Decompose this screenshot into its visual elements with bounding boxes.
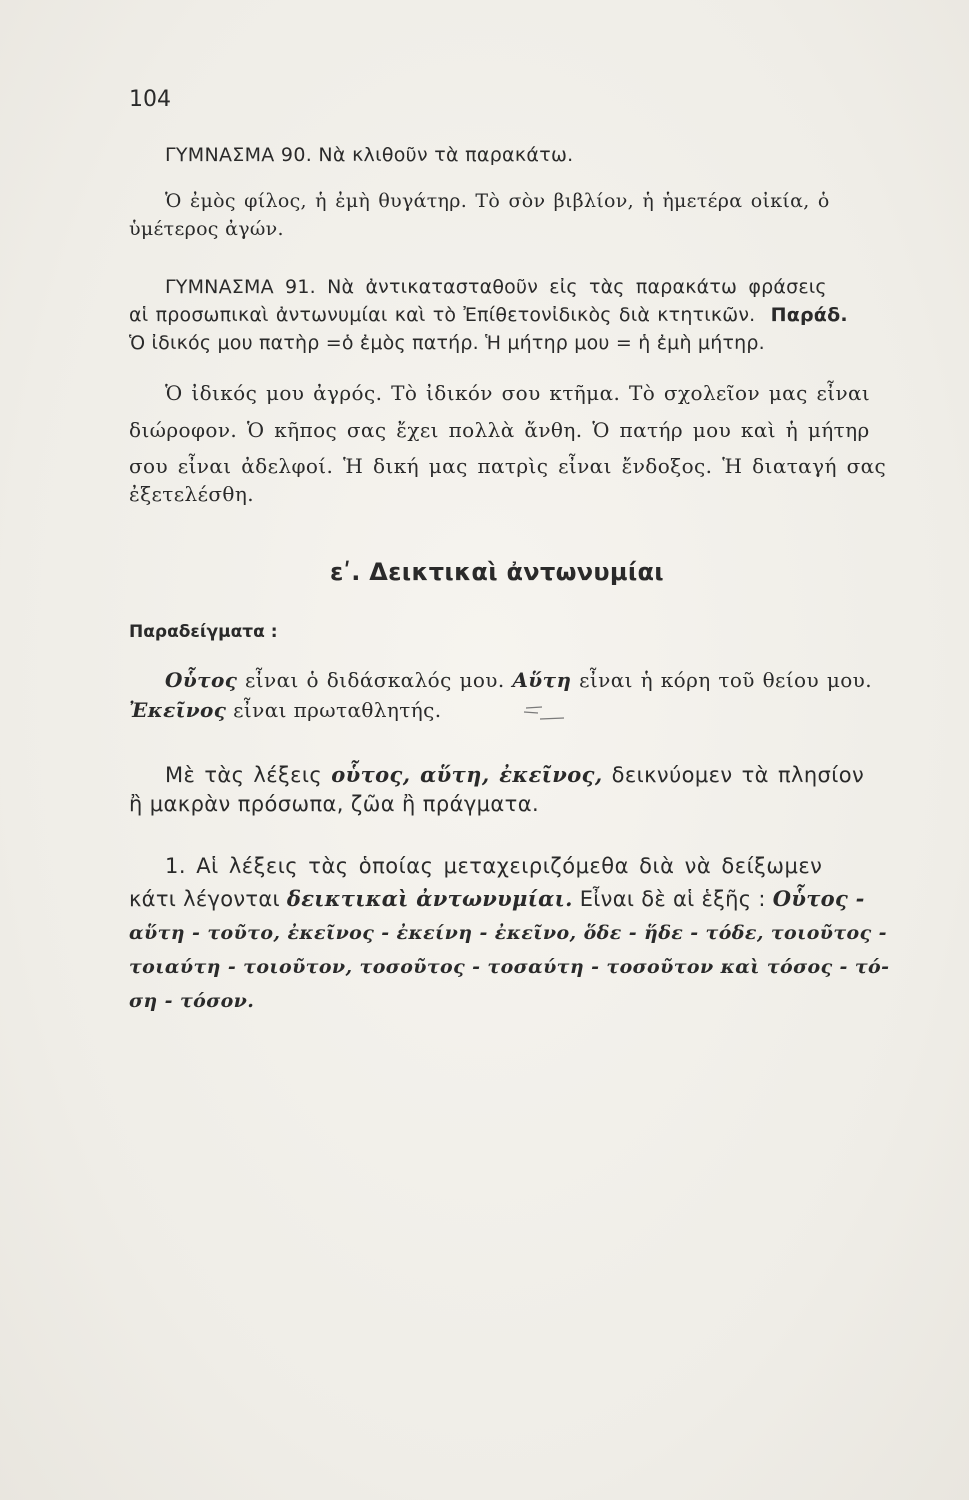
example-line-1-text-b: εἶναι ἡ κόρη τοῦ θείου μου. [571,668,872,692]
explanation-text-b: δεικνύομεν τὰ πλησίον [602,763,865,787]
example-line-1 [165,670,872,690]
ink-smudge-mark [520,702,568,724]
exercise-91-line-1: ΓΥΜΝΑΣΜΑ 91. Νὰ ἀντικατασταθοῦν εἰς τὰς παρακάτω φράσεις [165,276,827,298]
exercise-91-text-line-4: ἐξετελέσθη. [129,482,255,506]
rule-1-line-4: τοιαύτη - τοιοῦτον, τοσοῦτος - τοσαύτη - τοσοῦτον καὶ τόσος - τό- [129,956,890,978]
rule-1-line-2 [129,888,865,910]
explanation-text-a: Μὲ τὰς λέξεις [165,763,332,787]
exercise-90-line-1: Ὁ ἐμὸς φίλος, ἡ ἐμὴ θυγάτηρ. Τὸ σὸν βιβλίον, ἡ ἡμετέρα οἰκία, ὁ [165,190,830,212]
example-word-auti: Αὕτη [512,668,572,692]
rule-1-term: δεικτικαὶ ἀντωνυμίαι. [286,886,573,911]
explanation-pronouns: οὗτος, αὕτη, ἐκεῖνος, [331,762,603,787]
exercise-91-text-line-1: Ὁ ἰδικός μου ἀγρός. Τὸ ἰδικόν σου κτῆμα. Τὸ σχολεῖον μας εἶναι [165,381,871,405]
example-word-ekeinos: Ἐκεῖνος [129,698,227,722]
explanation-line-2: ἢ μακρὰν πρόσωπα, ζῶα ἢ πράγματα. [129,792,540,816]
exercise-91-line-2: αἱ προσωπικαὶ ἀντωνυμίαι καὶ τὸ Ἐπίθετονἰδικὸς διὰ κτητικῶν. [129,304,756,326]
examples-label: Παραδείγματα : [129,622,278,642]
rule-1-line-1: 1. Αἱ λέξεις τὰς ὁποίας μεταχειριζόμεθα διὰ νὰ δείξωμεν [165,854,823,878]
exercise-90-line-2: ὑμέτερος ἀγών. [129,218,284,240]
example-line-2 [129,700,442,720]
section-heading: εʹ. Δεικτικαὶ ἀντωνυμίαι [330,558,664,586]
exercise-90-title: ΓΥΜΝΑΣΜΑ 90. Νὰ κλιθοῦν τὰ παρακάτω. [165,144,574,166]
example-abbrev-label: Παράδ. [770,304,848,326]
exercise-91-line-2-wrapper [129,306,848,325]
rule-1-text-b: Εἶναι δὲ αἱ ἑξῆς : [572,887,773,911]
example-word-outos: Οὗτος [165,668,238,692]
rule-1-text-a: κάτι λέγονται [129,887,287,911]
exercise-91-text-line-2: διώροφον. Ὁ κῆπος σας ἔχει πολλὰ ἄνθη. Ὁ πατήρ μου καὶ ἡ μήτηρ [129,418,870,442]
exercise-91-example-line: Ὁ ἰδικός μου πατὴρ =ὁ ἐμὸς πατήρ. Ἡ μήτηρ μου = ἡ ἐμὴ μήτηρ. [129,332,765,354]
rule-1-first-pronoun: Οὗτος - [772,886,865,911]
example-line-1-text-a: εἶναι ὁ διδάσκαλός μου. [237,668,513,692]
explanation-line-1 [165,764,864,786]
page-number: 104 [129,87,171,112]
example-line-2-text: εἶναι πρωταθλητής. [226,698,442,722]
rule-1-line-5: ση - τόσον. [129,990,255,1012]
exercise-91-text-line-3: σου εἶναι ἀδελφοί. Ἡ δική μας πατρὶς εἶναι ἔνδοξος. Ἡ διαταγή σας [129,454,887,478]
rule-1-line-3: αὕτη - τοῦτο, ἐκεῖνος - ἐκείνη - ἐκεῖνο, ὅδε - ἥδε - τόδε, τοιοῦτος - [129,922,887,944]
